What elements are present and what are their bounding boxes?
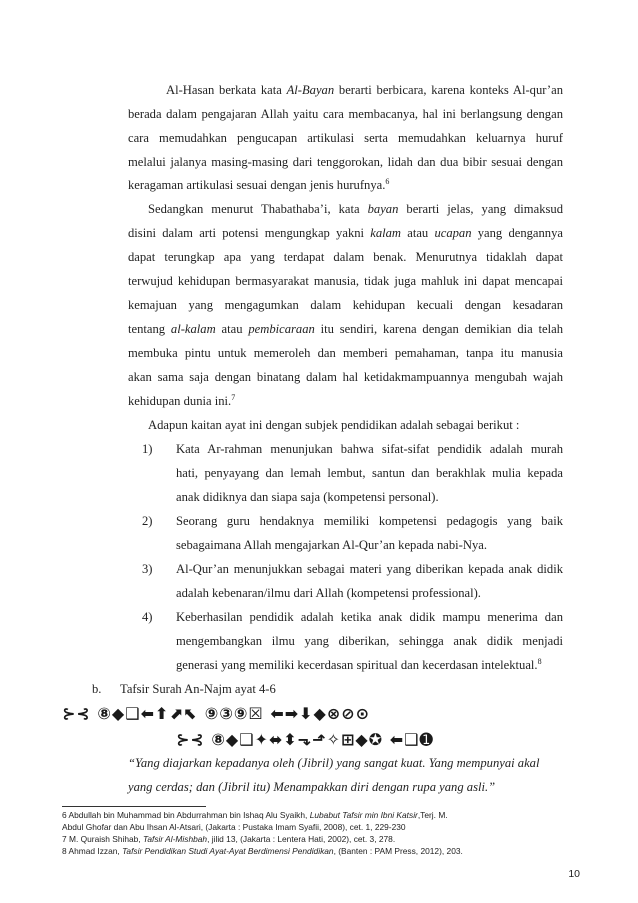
- list-item-2-line-2: sebagaimana Allah mengajarkan Al-Qur’an kepada nabi-Nya.: [176, 538, 487, 552]
- body-line-1: Al-Hasan berkata kata Al-Bayan berarti berbicara, karena konteks Al-qur’an: [166, 83, 563, 97]
- translation-line-2: yang cerdas; dan (Jibril itu) Menampakkan diri dengan rupa yang asli.”: [128, 780, 496, 794]
- translation-line-1: “Yang diajarkan kepadanya oleh (Jibril) yang sangat kuat. Yang mempunyai akal: [128, 756, 540, 770]
- section-title: Tafsir Surah An-Najm ayat 4-6: [120, 682, 276, 696]
- body-line-7: disini dalam arti potensi mengungkap yakni kalam atau ucapan yang dengannya: [128, 226, 563, 240]
- list-item-3-line-2: adalah kebenaran/ilmu dari Allah (kompetensi professional).: [176, 586, 481, 600]
- verse-line-2: ⊱⊰ ⑧◆❑✦⬌⬍⬎⬏✧⊞◆✪ ⬅❑➊: [176, 730, 434, 749]
- body-line-15: Adapun kaitan ayat ini dengan subjek pendidikan adalah sebagai berikut :: [148, 418, 520, 432]
- list-item-3-line-1: Al-Qur’an menunjukkan sebagai materi yang diberikan kepada anak didik: [176, 562, 563, 576]
- footnote-6-line-2: Abdul Ghofar dan Abu Ihsan Al-Atsari, (Jakarta : Pustaka Imam Syafii, 2008), cet. 1, 229-230: [62, 822, 406, 832]
- body-line-9: terwujud kehidupan bermasyarakat manusia, tidak juga mahluk ini dapat mencapai: [128, 274, 563, 288]
- body-line-5: keragaman artikulasi sesuai dengan jenis hurufnya.$^6$: [128, 176, 390, 192]
- body-line-4: melalui jalanya masing-masing dari tenggorokan, lidah dan dua bibir sesuai dengan: [128, 155, 563, 169]
- list-item-1-line-3: anak didiknya dan siapa saja (kompetensi personal).: [176, 490, 439, 504]
- footnote-7: 7 M. Quraish Shihab, Tafsir Al-Mishbah, jilid 13, (Jakarta : Lentera Hati, 2002), cet. 3, 278.: [62, 834, 396, 844]
- body-line-12: membuka pintu untuk memeroleh dan memberi pemahaman, tanpa itu manusia: [128, 346, 563, 360]
- body-line-3: cara memudahkan pengucapan artikulasi serta memudahkan keluarnya huruf: [128, 131, 563, 145]
- list-item-1-line-1: Kata Ar-rahman menunjukan bahwa sifat-sifat pendidik adalah murah: [176, 442, 563, 456]
- footnote-ref-8: 8: [537, 656, 542, 666]
- list-item-1-line-2: hati, penyayang dan lemah lembut, santun dan berakhlak mulia kepada: [176, 466, 563, 480]
- body-line-10: kemajuan yang mengagumkan dalam kehidupan kecuali dengan kesadaran: [128, 298, 563, 312]
- footnote-8: 8 Ahmad Izzan, Tafsir Pendidikan Studi Ayat-Ayat Berdimensi Pendidikan, (Banten : PAM Press, 2012), 203.: [62, 846, 463, 856]
- footnote-separator: [62, 806, 206, 807]
- list-item-4-line-3: generasi yang memiliki kecerdasan spiritual dan kecerdasan intelektual.$^8$: [176, 656, 542, 672]
- list-number-1: 1): [142, 442, 153, 456]
- body-line-2: berada dalam pengajaran Allah yaitu cara membacanya, hal ini berlangsung dengan: [128, 107, 563, 121]
- body-line-11: tentang al-kalam atau pembicaraan itu sendiri, karena dengan demikian dia telah: [128, 322, 564, 336]
- footnote-6-line-1: 6 Abdullah bin Muhammad bin Abdurrahman bin Ishaq Alu Syaikh, Lubabut Tafsir min Ibni Katsir,Terj. M.: [62, 810, 448, 820]
- list-number-4: 4): [142, 610, 153, 624]
- section-label: b.: [92, 682, 102, 696]
- list-item-4-line-1: Keberhasilan pendidik adalah ketika anak didik mampu menerima dan: [176, 610, 563, 624]
- verse-line-1: ⊱⊰ ⑧◆❑⬅⬆⬈⬉ ⑨③⑨☒ ⬅➡⬇◆⊗⊘⊙: [62, 704, 371, 723]
- footnote-ref-6: 6: [385, 176, 390, 186]
- list-number-3: 3): [142, 562, 153, 576]
- body-line-14: kehidupan dunia ini.$^7$: [128, 392, 236, 408]
- footnote-ref-7: 7: [231, 392, 236, 402]
- body-line-6: Sedangkan menurut Thabathaba’i, kata bayan berarti jelas, yang dimaksud: [148, 202, 563, 216]
- list-number-2: 2): [142, 514, 153, 528]
- page-number: 10: [568, 868, 580, 880]
- list-item-2-line-1: Seorang guru hendaknya memiliki kompetensi pedagogis yang baik: [176, 514, 563, 528]
- list-item-4-line-2: mengembangkan ilmu yang diberikan, sehingga anak didik menjadi: [176, 634, 563, 648]
- body-line-13: akan sama saja dengan binatang dalam hal ketidakmampuannya mengubah wajah: [128, 370, 563, 384]
- body-line-8: dapat terungkap apa yang terdapat dalam benak. Menurutnya tidaklah dapat: [128, 250, 563, 264]
